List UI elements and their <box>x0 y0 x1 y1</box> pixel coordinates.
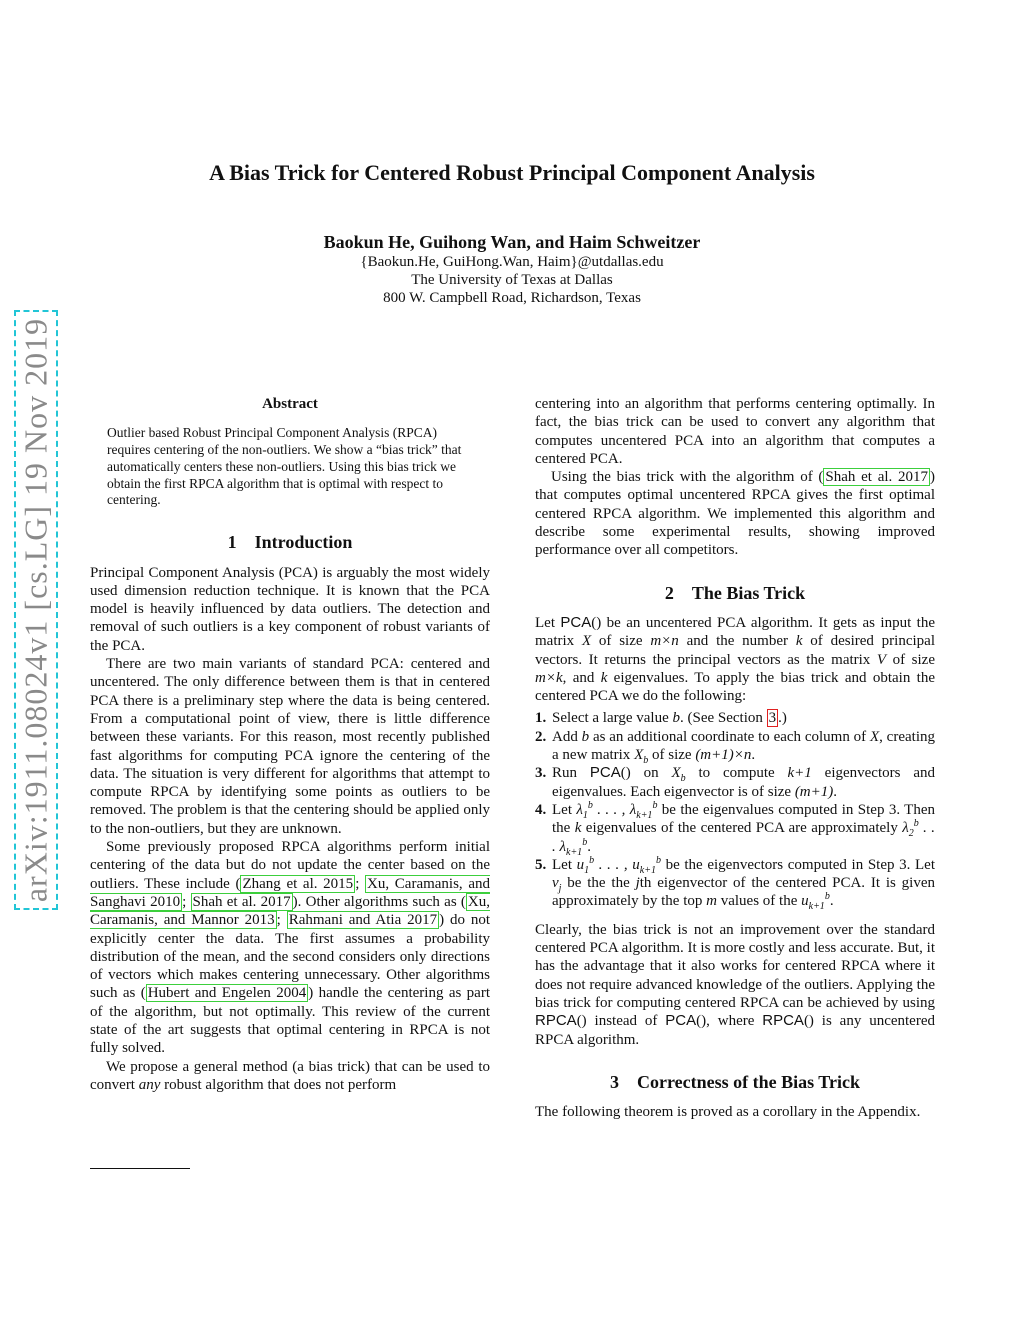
bias-outro-paragraph: Clearly, the bias trick is not an improvement over the standard centered PCA algorithm. It is more costly and less accurate. But, it has the advantage that it also works for centered RPCA where it does not require advanced knowledge of the outliers. Applying the bias trick for computing centered RPCA can be achieved by using RPCA() instead of PCA(), where RPCA() is any uncentered RPCA algorithm. <box>535 921 935 1048</box>
citation-link[interactable]: Shah et al. 2017 <box>192 893 291 910</box>
bias-intro-paragraph: Let PCA() be an uncentered PCA algorithm. It gets as input the matrix X of size m×n and the number k of desired principal vectors. It returns the principal vectors as the matrix V of size m×k, and k eigenvalues. To apply the bias trick and obtain the centered PCA we do the following: <box>535 613 935 705</box>
step-1: 1. Select a large value b. (See Section 3 .) <box>535 710 787 727</box>
left-column <box>90 395 490 1094</box>
intro-paragraph-1: Principal Component Analysis (PCA) is arguably the most widely used dimension reduction technique. It is known that the PCA model is heavily influenced by data outliers. The detection and removal of such outliers is a key component of robust variants of the PCA. <box>90 564 490 654</box>
citation-link[interactable]: Rahmani and Atia 2017 <box>288 912 438 929</box>
abstract-heading: Abstract <box>262 396 318 412</box>
intro-continuation: centering into an algorithm that performs centering optimally. In fact, the bias trick can be used to convert any algorithm that computes uncentered PCA into an algorithm that computes a centered PCA. <box>535 396 935 467</box>
paper-title: A Bias Trick for Centered Robust Principal Component Analysis <box>209 160 815 185</box>
footnote-rule <box>90 1168 190 1169</box>
author-address: 800 W. Campbell Road, Richardson, Texas <box>383 290 641 306</box>
arxiv-stamp-text: arXiv:1911.08024v1 [cs.LG] 19 Nov 2019 <box>17 317 54 903</box>
step-4: 4. Let $\lambda_1^b$ . . . , $\lambda_{k+1}^b$ be the eigenvalues computed in Step 3. Then the k eigenvalues of the centered PCA are approximately $\lambda_2^b$ . . . $\lambda_{k+1}^b$. <box>535 799 936 858</box>
section-reference-link[interactable]: 3 <box>768 710 777 727</box>
right-column <box>535 395 935 1121</box>
paper-authors: Baokun He, Guihong Wan, and Haim Schweitzer <box>323 232 701 252</box>
intro-paragraph-3: Some previously proposed RPCA algorithms perform initial centering of the data but do not update the center based on the outliers. These include ( Zhang et al. 2015 ; Xu, Caramanis, and Sanghavi 2010 ; Shah et al. 2017 ). Other algorithms such as ( Xu, Caramanis, and Mannor 2013 ; Rahmani and Atia 2017 ) do not explicitly center the data. The first assumes a probability distribution of the mean, and the second considers only directions of vectors which makes centering unnecessary. Other algorithms such as ( Hubert and Engelen 2004 ) handle the centering as part of the algorithm, but not optimally. This review of the current state of the art suggests that optimal centering in RPCA is not fully solved. <box>90 839 491 1057</box>
author-email: {Baokun.He, GuiHong.Wan, Haim}@utdallas.edu <box>360 254 664 270</box>
citation-link[interactable]: Xu, Caramanis, and Mannor 2013 <box>90 893 491 929</box>
section-heading-introduction: 1 Introduction <box>227 532 353 553</box>
citation-link[interactable]: Shah et al. 2017 <box>825 469 928 486</box>
intro-paragraph-4: We propose a general method (a bias trick) that can be used to convert any robust algorithm that does not perform <box>90 1058 490 1093</box>
section-heading-bias-trick: 2 The Bias Trick <box>664 582 806 603</box>
intro-paragraph-2: There are two main variants of standard PCA: centered and uncentered. The only difference between them is that in centered PCA there is a preliminary step where the data is being centered. From a computational point of view, there is little difference between these variants. For this reason, most recently published fast algorithms for computing PCA ignore the centering of the data. The situation is very different for algorithms that attempt to compute RPCA by identifying some points as outliers to be removed. The problem is that the centering should be applied only to the non-outliers, but they are unknown. <box>90 656 490 837</box>
step-2: 2. Add b as an additional coordinate to each column of X, creating a new matrix $X_b$ of size (m+1)×n. <box>535 728 935 767</box>
algorithm-steps <box>535 709 936 913</box>
citation-link[interactable]: Hubert and Engelen 2004 <box>147 985 307 1002</box>
step-5: 5. Let $u_1^b$ . . . , $u_{k+1}^b$ be the eigenvectors computed in Step 3. Let $v_j$ be the the jth eigenvector of the centered PCA. It is given approximately by the top m values of the $u_{k+1}^b$. <box>535 854 935 913</box>
author-institution: The University of Texas at Dallas <box>411 272 613 288</box>
abstract-text: Outlier based Robust Principal Component Analysis (RPCA) requires centering of the non-outliers. We show a “bias trick” that automatically centers these non-outliers. Using this bias trick we obtain the first RPCA algorithm that is optimal with respect to centering. <box>107 425 462 508</box>
intro-paragraph-5: Using the bias trick with the algorithm of ( Shah et al. 2017 ) that computes optimal uncentered RPCA gives the first optimal centered RPCA algorithm. We implemented this algorithm and describe some experimental results, showing improved performance over all competitors. <box>535 469 935 559</box>
citation-link[interactable]: Zhang et al. 2015 <box>242 875 354 892</box>
section-heading-correctness: 3 Correctness of the Bias Trick <box>610 1071 860 1092</box>
citation-link[interactable]: Xu, Caramanis, and Sanghavi 2010 <box>90 875 491 910</box>
correctness-paragraph: The following theorem is proved as a corollary in the Appendix. <box>535 1104 921 1121</box>
arxiv-stamp <box>14 310 58 910</box>
step-3: 3. Run PCA() on $X_b$ to compute k+1 eigenvectors and eigenvalues. Each eigenvector is of size (m+1). <box>535 764 935 800</box>
